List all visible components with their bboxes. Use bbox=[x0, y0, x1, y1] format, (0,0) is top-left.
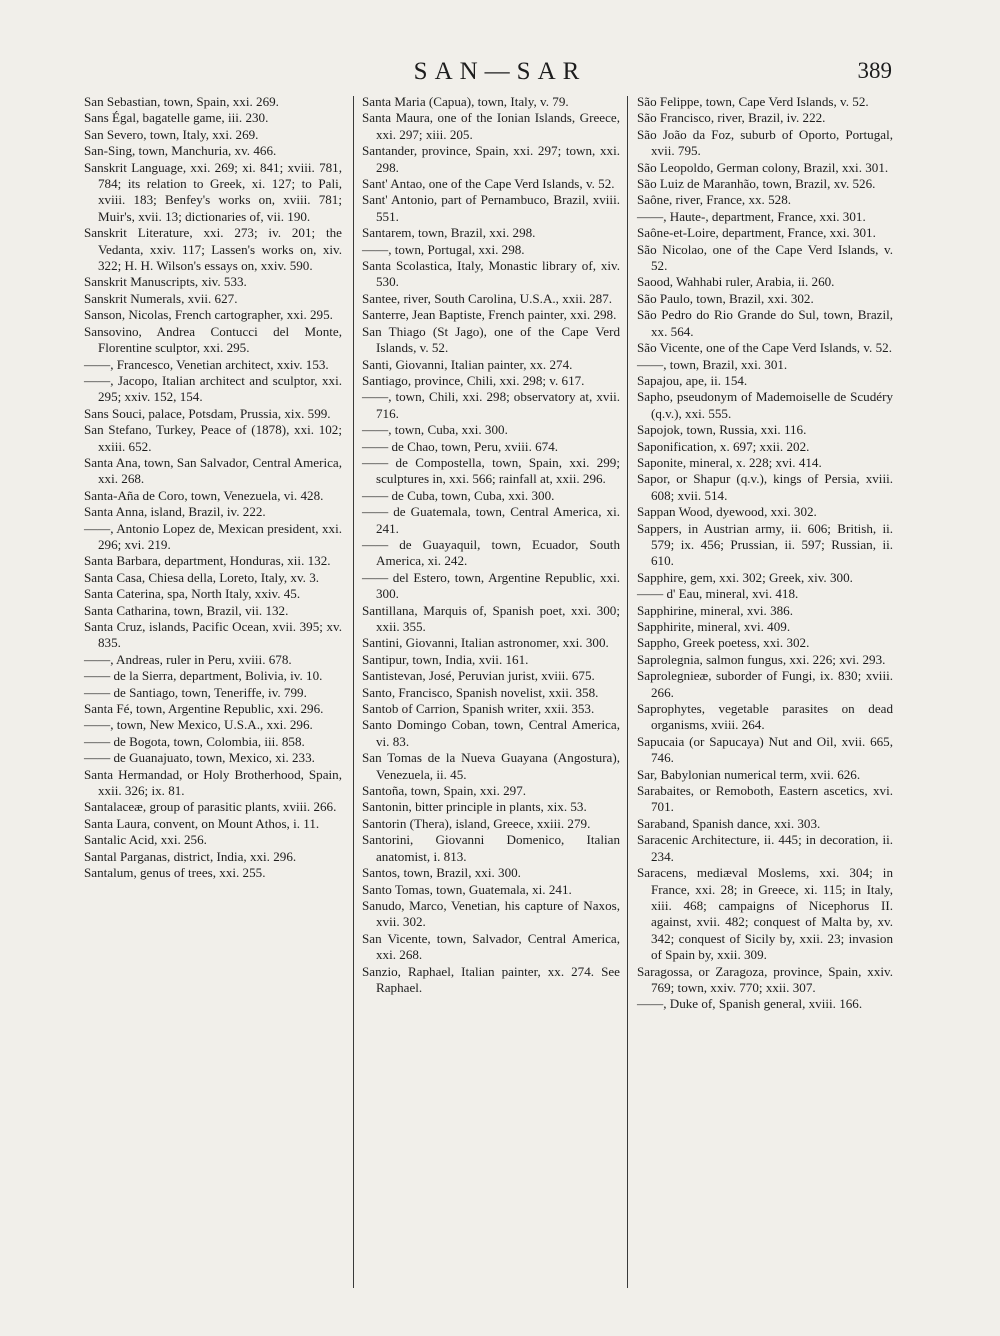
running-title: SAN—SAR bbox=[413, 58, 587, 85]
index-entry: Sapucaia (or Sapucaya) Nut and Oil, xvii. 665, 746. bbox=[637, 733, 893, 766]
index-entry: ——, town, Portugal, xxi. 298. bbox=[362, 241, 525, 257]
index-entry: Santini, Giovanni, Italian astronomer, xxi. 300. bbox=[362, 635, 609, 651]
index-entry: São Leopoldo, German colony, Brazil, xxi. 301. bbox=[637, 159, 889, 175]
index-entry: —— de la Sierra, department, Bolivia, iv. 10. bbox=[84, 668, 323, 684]
index-entry: ——, Jacopo, Italian architect and sculptor, xxi. 295; xxiv. 152, 154. bbox=[84, 372, 342, 405]
index-entry: Santo Tomas, town, Guatemala, xi. 241. bbox=[362, 881, 572, 897]
index-entry: Sansovino, Andrea Contucci del Monte, Florentine sculptor, xxi. 295. bbox=[84, 323, 342, 356]
index-entry: Sapho, pseudonym of Mademoiselle de Scudéry (q.v.), xxi. 555. bbox=[637, 389, 893, 421]
index-entry: San Tomas de la Nueva Guayana (Angostura), Venezuela, ii. 45. bbox=[362, 750, 620, 782]
index-entry: ——, town, Brazil, xxi. 301. bbox=[637, 356, 788, 372]
index-entry: Saône, river, France, xx. 528. bbox=[637, 192, 792, 208]
index-entry: Sanzio, Raphael, Italian painter, xx. 274. See Raphael. bbox=[362, 963, 620, 995]
index-entry: Saprolegnia, salmon fungus, xxi. 226; xvi. 293. bbox=[637, 651, 886, 667]
index-entry: Santa Ana, town, San Salvador, Central America, xxi. 268. bbox=[84, 454, 342, 487]
index-entry: Santipur, town, India, xvii. 161. bbox=[362, 651, 529, 667]
index-entry: ——, Haute-, department, France, xxi. 301. bbox=[637, 208, 866, 224]
index-entry: —— de Bogota, town, Colombia, iii. 858. bbox=[84, 733, 305, 749]
index-entry: Sar, Babylonian numerical term, xvii. 626. bbox=[637, 766, 861, 782]
index-entry: Saprolegnieæ, suborder of Fungi, ix. 830; xviii. 266. bbox=[637, 668, 893, 700]
index-entry: Saponite, mineral, x. 228; xvi. 414. bbox=[637, 454, 822, 470]
index-entry: Santa Hermandad, or Holy Brotherhood, Spain, xxii. 326; ix. 81. bbox=[84, 766, 342, 799]
index-entry: Santob of Carrion, Spanish writer, xxii. 353. bbox=[362, 701, 595, 717]
index-entry: Sarabaites, or Remoboth, Eastern ascetics, xvi. 701. bbox=[637, 783, 893, 815]
index-entry: Sanson, Nicolas, French cartographer, xxi. 295. bbox=[84, 307, 333, 323]
index-entry: San Stefano, Turkey, Peace of (1878), xxi. 102; xxiii. 652. bbox=[84, 422, 342, 454]
index-entry: Santa Maura, one of the Ionian Islands, Greece, xxi. 297; xiii. 205. bbox=[362, 110, 620, 142]
index-entry: Santalum, genus of trees, xxi. 255. bbox=[84, 865, 266, 881]
index-entry: Santalic Acid, xxi. 256. bbox=[84, 832, 207, 848]
index-entry: Sanudo, Marco, Venetian, his capture of Naxos, xvii. 302. bbox=[362, 897, 620, 930]
index-entry: Saprophytes, vegetable parasites on dead organisms, xviii. 264. bbox=[637, 701, 893, 733]
index-entry: Sans Égal, bagatelle game, iii. 230. bbox=[84, 110, 269, 126]
index-entry: São Felippe, town, Cape Verd Islands, v. 52. bbox=[637, 94, 869, 109]
index-entry: Santa Laura, convent, on Mount Athos, i. 11. bbox=[84, 815, 320, 831]
index-entry: Santa Caterina, spa, North Italy, xxiv. 45. bbox=[84, 586, 301, 602]
index-entry: Santa Anna, island, Brazil, iv. 222. bbox=[84, 504, 266, 520]
index-entry: Sanskrit Language, xxi. 269; xi. 841; xviii. 781, 784; its relation to Greek, xi. 127; to Pali, xviii. 183; Benfey's works on, xviii. 781; Muir's, xvii. 13; dictionaries of, vii. 190. bbox=[84, 159, 342, 224]
index-entry: —— de Santiago, town, Teneriffe, iv. 799. bbox=[84, 684, 307, 700]
index-entry: Sant' Antao, one of the Cape Verd Islands, v. 52. bbox=[362, 176, 615, 192]
index-entry: Sanskrit Manuscripts, xiv. 533. bbox=[84, 274, 247, 290]
index-entry: Santiago, province, Chili, xxi. 298; v. 617. bbox=[362, 372, 585, 388]
index-entry: Santa Maria (Capua), town, Italy, v. 79. bbox=[362, 94, 569, 109]
index-entry: —— de Cuba, town, Cuba, xxi. 300. bbox=[362, 487, 555, 503]
index-entry: Santi, Giovanni, Italian painter, xx. 274. bbox=[362, 356, 573, 372]
index-entry: Saood, Wahhabi ruler, Arabia, ii. 260. bbox=[637, 274, 835, 290]
index-entry: ——, Francesco, Venetian architect, xxiv. 153. bbox=[84, 356, 329, 372]
index-entry: Saragossa, or Zaragoza, province, Spain, xxiv. 769; town, xxiv. 770; xxii. 307. bbox=[637, 963, 893, 995]
index-entry: Santal Parganas, district, India, xxi. 296. bbox=[84, 848, 297, 864]
index-entry: São Paulo, town, Brazil, xxi. 302. bbox=[637, 290, 814, 306]
index-entry: Sapphirine, mineral, xvi. 386. bbox=[637, 602, 794, 618]
index-entry: ——, Duke of, Spanish general, xviii. 166. bbox=[637, 996, 863, 1012]
index-entry: Saracens, mediæval Moslems, xxi. 304; in France, xxi. 28; in Greece, xi. 115; in Italy, xiii. 468; campaigns of Nicephorus II. against, xvii. 482; conquest of Malta by, xv. 342; conquest of Sicily by, xxii. 23; invasion of Spain by, xxii. 309. bbox=[637, 865, 893, 963]
index-entry: —— de Guanajuato, town, Mexico, xi. 233. bbox=[84, 750, 315, 766]
index-entry: Saône-et-Loire, department, France, xxi. 301. bbox=[637, 225, 876, 241]
index-entry: —— d' Eau, mineral, xvi. 418. bbox=[637, 586, 799, 602]
index-entry: Sappan Wood, dyewood, xxi. 302. bbox=[637, 504, 817, 520]
index-column-3 bbox=[637, 94, 893, 1013]
index-entry: São Vicente, one of the Cape Verd Islands, v. 52. bbox=[637, 340, 892, 356]
index-entry: San Thiago (St Jago), one of the Cape Verd Islands, v. 52. bbox=[362, 323, 620, 356]
index-entry: ——, Antonio Lopez de, Mexican president, xxi. 296; xvi. 219. bbox=[84, 520, 342, 552]
index-entry: Santa Catharina, town, Brazil, vii. 132. bbox=[84, 602, 289, 618]
index-entry: —— de Chao, town, Peru, xviii. 674. bbox=[362, 438, 559, 454]
index-entry: San-Sing, town, Manchuria, xv. 466. bbox=[84, 143, 277, 159]
index-entry: ——, town, Cuba, xxi. 300. bbox=[362, 422, 508, 438]
index-entry: Santillana, Marquis of, Spanish poet, xxi. 300; xxii. 355. bbox=[362, 602, 620, 634]
index-entry: Sans Souci, palace, Potsdam, Prussia, xix. 599. bbox=[84, 405, 331, 421]
index-entry: São João da Foz, suburb of Oporto, Portugal, xvii. 795. bbox=[637, 126, 893, 159]
index-entry: San Severo, town, Italy, xxi. 269. bbox=[84, 126, 259, 142]
index-entry: São Francisco, river, Brazil, iv. 222. bbox=[637, 110, 826, 126]
index-entry: São Pedro do Rio Grande do Sul, town, Brazil, xx. 564. bbox=[637, 307, 893, 339]
index-entry: Sapor, or Shapur (q.v.), kings of Persia, xviii. 608; xvii. 514. bbox=[637, 471, 893, 503]
index-entry: Sapphire, gem, xxi. 302; Greek, xiv. 300. bbox=[637, 569, 853, 585]
column-divider bbox=[627, 96, 628, 1288]
index-entry: Santerre, Jean Baptiste, French painter, xxi. 298. bbox=[362, 307, 617, 323]
index-entry: Santa Casa, Chiesa della, Loreto, Italy, xv. 3. bbox=[84, 569, 320, 585]
index-entry: Saraband, Spanish dance, xxi. 303. bbox=[637, 815, 821, 831]
index-entry: Santo Domingo Coban, town, Central America, vi. 83. bbox=[362, 717, 620, 749]
index-entry: Santoña, town, Spain, xxi. 297. bbox=[362, 783, 527, 799]
index-entry: —— de Compostella, town, Spain, xxi. 299; sculptures in, xxi. 566; rainfall at, xxii. 296. bbox=[362, 454, 620, 487]
index-entry: Santa-Aña de Coro, town, Venezuela, vi. 428. bbox=[84, 487, 324, 503]
index-entry: São Luiz de Maranhão, town, Brazil, xv. 526. bbox=[637, 176, 876, 192]
index-entry: Santonin, bitter principle in plants, xix. 53. bbox=[362, 799, 587, 815]
index-entry: Santa Cruz, islands, Pacific Ocean, xvii. 395; xv. 835. bbox=[84, 619, 342, 651]
index-entry: Sant' Antonio, part of Pernambuco, Brazil, xviii. 551. bbox=[362, 192, 620, 224]
index-entry: ——, Andreas, ruler in Peru, xviii. 678. bbox=[84, 651, 292, 667]
index-entry: Santander, province, Spain, xxi. 297; town, xxi. 298. bbox=[362, 143, 620, 175]
index-entry: Santo, Francisco, Spanish novelist, xxii. 358. bbox=[362, 684, 599, 700]
index-entry: Sanskrit Numerals, xvii. 627. bbox=[84, 290, 238, 306]
page-header bbox=[0, 58, 1000, 88]
index-entry: Santalaceæ, group of parasitic plants, xviii. 266. bbox=[84, 799, 337, 815]
index-entry: Sapajou, ape, ii. 154. bbox=[637, 372, 748, 388]
index-entry: Santorin (Thera), island, Greece, xxiii. 279. bbox=[362, 815, 591, 831]
index-entry: —— de Guayaquil, town, Ecuador, South America, xi. 242. bbox=[362, 536, 620, 569]
index-entry: Santarem, town, Brazil, xxi. 298. bbox=[362, 225, 536, 241]
index-entry: San Vicente, town, Salvador, Central America, xxi. 268. bbox=[362, 930, 620, 963]
index-entry: Santee, river, South Carolina, U.S.A., xxii. 287. bbox=[362, 290, 613, 306]
index-entry: Sappers, in Austrian army, ii. 606; British, ii. 579; ix. 456; Prussian, ii. 597; Russian, ii. 610. bbox=[637, 520, 893, 569]
index-entry: Santos, town, Brazil, xxi. 300. bbox=[362, 865, 521, 881]
index-column-1 bbox=[84, 94, 342, 882]
page-number: 389 bbox=[857, 58, 892, 83]
index-entry: Sappho, Greek poetess, xxi. 302. bbox=[637, 635, 810, 651]
index-entry: Sapphirite, mineral, xvi. 409. bbox=[637, 619, 791, 634]
index-entry: Sanskrit Literature, xxi. 273; iv. 201; the Vedanta, xxiv. 117; Lassen's works on, xiv. 322; H. H. Wilson's essays on, xxiv. 590. bbox=[84, 225, 342, 274]
column-divider bbox=[353, 96, 354, 1288]
index-entry: —— de Guatemala, town, Central America, xi. 241. bbox=[362, 504, 620, 536]
index-entry: Sapojok, town, Russia, xxi. 116. bbox=[637, 422, 807, 438]
index-entry: Saracenic Architecture, ii. 445; in decoration, ii. 234. bbox=[637, 832, 893, 864]
index-entry: ——, town, Chili, xxi. 298; observatory at, xvii. 716. bbox=[362, 389, 620, 421]
index-entry: São Nicolao, one of the Cape Verd Islands, v. 52. bbox=[637, 241, 893, 274]
index-entry: San Sebastian, town, Spain, xxi. 269. bbox=[84, 94, 279, 109]
index-entry: —— del Estero, town, Argentine Republic, xxi. 300. bbox=[362, 569, 620, 602]
index-column-2 bbox=[362, 94, 620, 996]
index-entry: Santa Scolastica, Italy, Monastic library of, xiv. 530. bbox=[362, 258, 620, 290]
index-entry: Saponification, x. 697; xxii. 202. bbox=[637, 438, 810, 454]
index-entry: Santa Barbara, department, Honduras, xii. 132. bbox=[84, 553, 331, 569]
index-entry: Santorini, Giovanni Domenico, Italian anatomist, i. 813. bbox=[362, 832, 620, 864]
index-entry: Santa Fé, town, Argentine Republic, xxi. 296. bbox=[84, 701, 324, 717]
index-entry: Santistevan, José, Peruvian jurist, xviii. 675. bbox=[362, 668, 595, 684]
index-entry: ——, town, New Mexico, U.S.A., xxi. 296. bbox=[84, 717, 313, 733]
